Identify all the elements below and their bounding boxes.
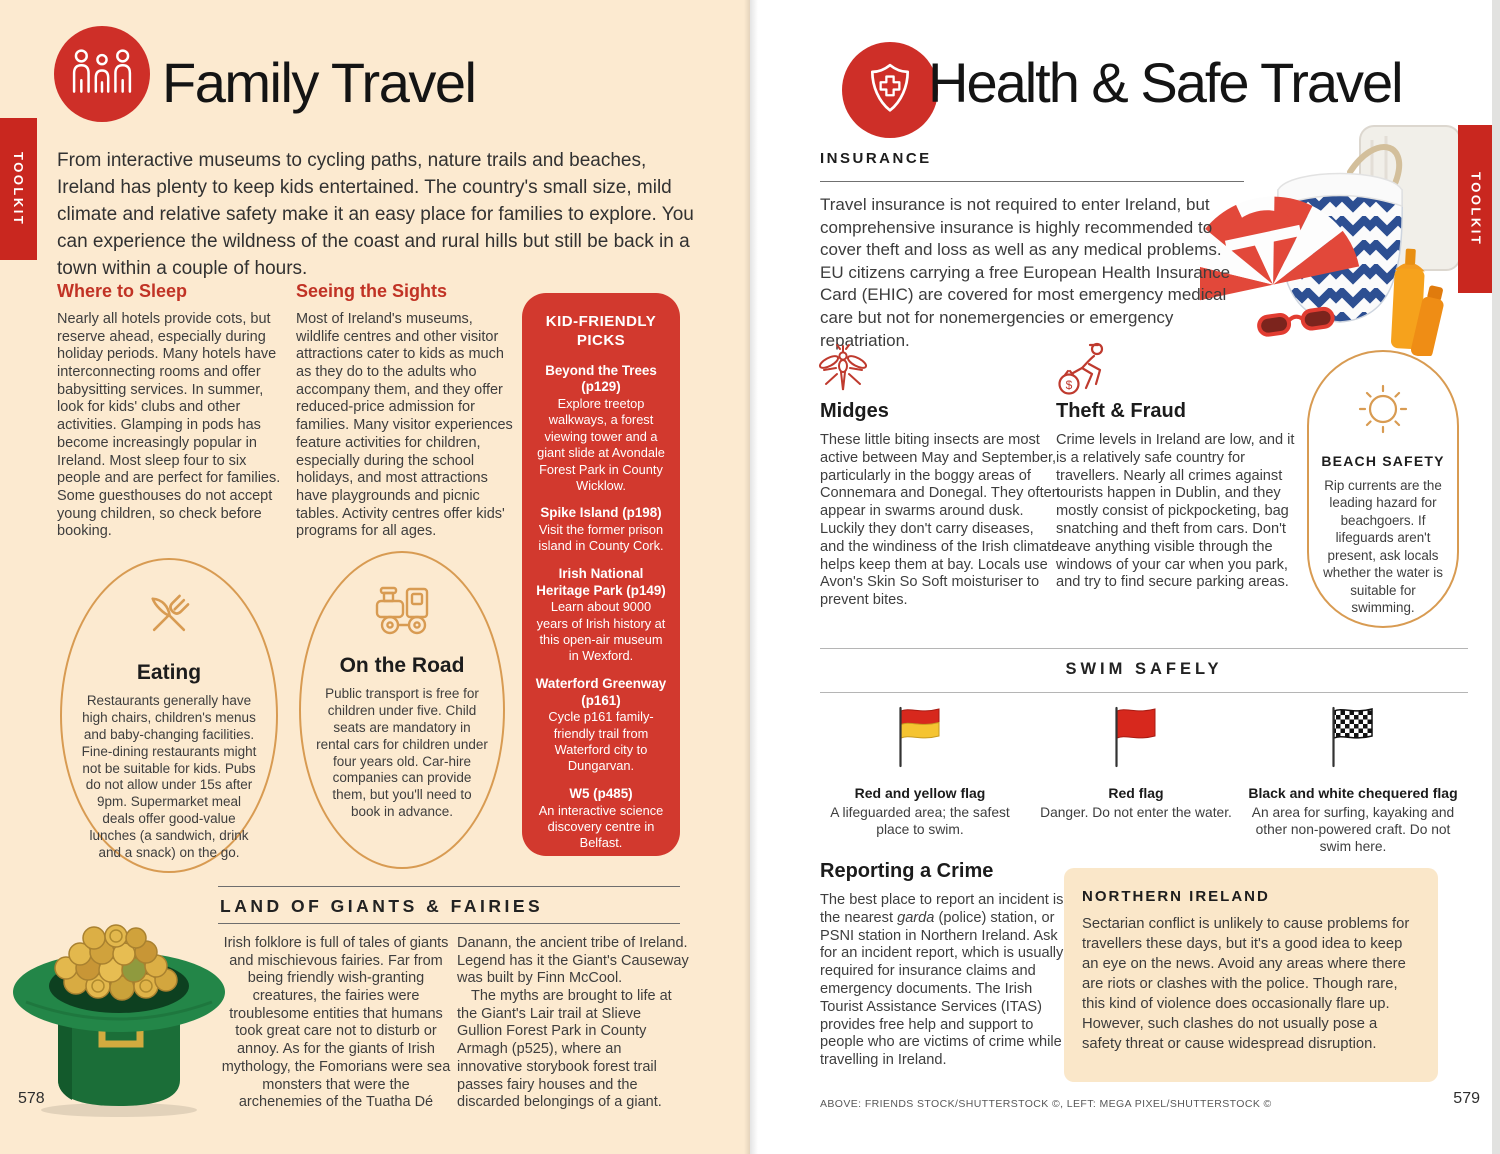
shield-cross-icon (867, 62, 913, 119)
midge-icon (818, 344, 868, 401)
kid-friendly-picks-box (522, 293, 680, 856)
photo-credit: ABOVE: FRIENDS STOCK/SHUTTERSTOCK ©, LEFT: MEGA PIXEL/SHUTTERSTOCK © (820, 1098, 1272, 1110)
where-to-sleep-section (57, 281, 285, 541)
giants-heading: LAND OF GIANTS & FAIRIES (220, 896, 544, 916)
list-item: W5 (p485) An interactive science discovery centre in Belfast. (538, 785, 664, 851)
flag-red-yellow: Red and yellow flag A lifeguarded area; the safest place to swim. (820, 706, 1020, 838)
red-flag-icon (1110, 755, 1162, 772)
beach-safety-capsule (1307, 350, 1459, 628)
insurance-heading: INSURANCE (820, 150, 932, 167)
giants-column-1: Irish folklore is full of tales of giants and mischievous fairies. Far from being friendly wish-granting creatures, the fairies were troublesome entities that humans took great care not to disturb or annoy. As for the giants of Irish mythology, the Fomorians were sea monsters that were the archenemies of the Tuatha Dé (221, 935, 451, 1111)
sun-icon (1309, 380, 1457, 443)
toolkit-tab-left-label: TOOLKIT (11, 151, 26, 227)
on-the-road-heading: On the Road (339, 654, 465, 677)
health-travel-badge (842, 42, 938, 138)
page-title-right: Health & Safe Travel (928, 51, 1402, 114)
flag-red: Red flag Danger. Do not enter the water. (1032, 706, 1240, 821)
page-edge (1492, 0, 1500, 1154)
where-to-sleep-heading: Where to Sleep (57, 281, 188, 301)
northern-ireland-body: Sectarian conflict is unlikely to cause problems for travellers these days, but it's a good idea to keep an eye on the news. Avoid any areas where there are riots or clashes with the police. Though rare, this kind of violence does occasionally flare up. However, such clashes do not usually pose a safety threat or cause widespread disruption. (1082, 916, 1410, 1052)
beach-safety-body: Rip currents are the leading hazard for beachgoers. If lifeguards aren't present, ask locals whether the water is suitable for swimming. (1323, 478, 1443, 615)
swim-safely-heading: SWIM SAFELY (1065, 660, 1223, 678)
kid-friendly-title: KID-FRIENDLY PICKS (545, 313, 657, 349)
eating-body: Restaurants generally have high chairs, children's menus and baby-changing facilities. Fine-dining restaurants might not be suitable for kids. Pubs do not allow under 15s after 9pm. Supermarket meal deals offer good-value lunches (a sandwich, drink and a snack) on the go. (81, 693, 257, 860)
toolkit-tab-left (0, 118, 37, 260)
page-gutter (744, 0, 758, 1154)
where-to-sleep-body: Nearly all hotels provide cots, but reserve ahead, especially during holiday periods. Many hotels have interconnecting rooms and offer babysitting services. In summer, look for kids' clubs and other activities. Glamping in pods has become increasingly popular in Ireland. Most sleep four to six people and are perfect for families. Some guesthouses do not accept young children, so check before booking. (57, 311, 281, 540)
list-item: Beyond the Trees (p129) Explore treetop walkways, a forest viewing tower and a giant slide at Avondale Forest Park in County Wicklow. (537, 362, 665, 493)
reporting-crime-body (820, 892, 1066, 1070)
list-item: Waterford Greenway (p161) Cycle p161 family-friendly trail from Waterford city to Dungarvan. (535, 675, 667, 774)
page-number-left: 578 (18, 1090, 45, 1107)
insurance-rule (820, 181, 1244, 182)
list-item: Spike Island (p198) Visit the former prison island in County Cork. (538, 505, 664, 554)
giants-col2-paragraph-2: The myths are brought to life at the Giant's Lair trail at Slieve Gullion Forest Park in County Armagh (p525), where an innovative storybook forest trail passes fairy houses and the discarded belongings of a giant. (457, 988, 672, 1111)
swim-safely-rule-top (820, 648, 1468, 649)
on-the-road-body: Public transport is free for children under five. Child seats are mandatory in rental cars for children under four years old. Car-hire companies can provide them, but you'll need to book in advance. (316, 686, 488, 820)
giants-col2-paragraph-1: Danann, the ancient tribe of Ireland. Legend has it the Giant's Causeway was built by Finn McCool. (457, 935, 689, 987)
on-the-road-oval (299, 551, 505, 869)
midges-heading: Midges (820, 400, 889, 422)
utensils-icon (62, 586, 276, 649)
train-icon (301, 583, 503, 642)
toolkit-tab-right (1458, 125, 1494, 293)
theft-fraud-heading: Theft & Fraud (1056, 400, 1186, 422)
swim-safely-rule-bottom (820, 692, 1468, 693)
reporting-body-pre: The best place to report an incident is the nearest (820, 892, 1064, 926)
giants-rule-bottom (218, 923, 680, 924)
seeing-the-sights-heading: Seeing the Sights (296, 281, 448, 301)
beach-safety-heading: BEACH SAFETY (1321, 453, 1445, 469)
flag-chequered: Black and white chequered flag An area for surfing, kayaking and other non-powered craft. Do not swim here. (1240, 706, 1466, 856)
theft-fraud-body: Crime levels in Ireland are low, and it is a relatively safe country for travellers. Nearly all crimes against tourists happen in Dublin, and they mostly consist of pickpocketing, bag snatching and theft from cars. Don't leave anything visible through the windows of your car when you park, and try to find secure parking areas. (1056, 432, 1295, 591)
eating-oval (60, 558, 278, 873)
reporting-body-post: (police) station, or PSNI station in Northern Ireland. Ask for an incident report, which is usually required for insurance claims and emergency documents. The Irish Tourist Assistance Services (ITAS) provides free help and support to people who are victims of crime while travelling in Ireland. (820, 909, 1064, 1069)
reporting-crime-heading: Reporting a Crime (820, 860, 994, 882)
page-number-right: 579 (1453, 1090, 1480, 1107)
family-travel-badge (54, 26, 150, 122)
beach-photo (1200, 120, 1466, 361)
seeing-the-sights-body: Most of Ireland's museums, wildlife centres and other visitor attractions cater to kids as much as they do to the adults who accompany them, and they offer reduced-price admission for families. Many visitor experiences feature activities for children, especially during the school holidays, and most attractions have playgrounds and picnic tables. Activity centres offer kids' programs for all ages. (296, 311, 513, 540)
family-icon (71, 48, 133, 101)
list-item: Irish National Heritage Park (p149) Learn about 9000 years of Irish history at this open-air museum in Wexford. (536, 565, 666, 664)
thief-icon (1056, 340, 1114, 401)
insurance-body: Travel insurance is not required to enter Ireland, but comprehensive insurance is highly recommended to cover theft and loss as well as any medical problems. EU citizens carrying a free European Health Insurance Card (EHIC) are covered for most emergency medical care but not for nonemergencies or emergency repatriation. (820, 195, 1231, 350)
red-yellow-flag-icon (894, 755, 946, 772)
reporting-body-italic: garda (897, 909, 935, 926)
chequered-flag-icon (1327, 755, 1379, 772)
midges-body: These little biting insects are most active between May and September, particularly in the boggy areas of Connemara and Donegal. They often appear in swarms around dusk. Luckily they don't carry diseases, and the windiness of the Irish climate helps keep them at bay. Locals use Avon's Skin So Soft moisturiser to prevent bites. (820, 432, 1060, 609)
eating-heading: Eating (136, 661, 202, 684)
northern-ireland-box (1064, 868, 1438, 1082)
seeing-the-sights-section (296, 281, 520, 541)
svg-text:$: $ (1065, 378, 1073, 392)
giants-column-2 (457, 935, 689, 1112)
giants-rule-top (218, 886, 680, 887)
northern-ireland-heading: NORTHERN IRELAND (1082, 888, 1270, 905)
intro-paragraph: From interactive museums to cycling paths, nature trails and beaches, Ireland has plenty to keep kids entertained. The country's small size, mild climate and relative safety make it an easy place for families to explore. You can experience the wildness of the coast and rural hills but still be back in a town within a couple of hours. (57, 150, 694, 279)
toolkit-tab-right-label: TOOLKIT (1468, 171, 1484, 247)
page-title-left: Family Travel (162, 51, 476, 114)
